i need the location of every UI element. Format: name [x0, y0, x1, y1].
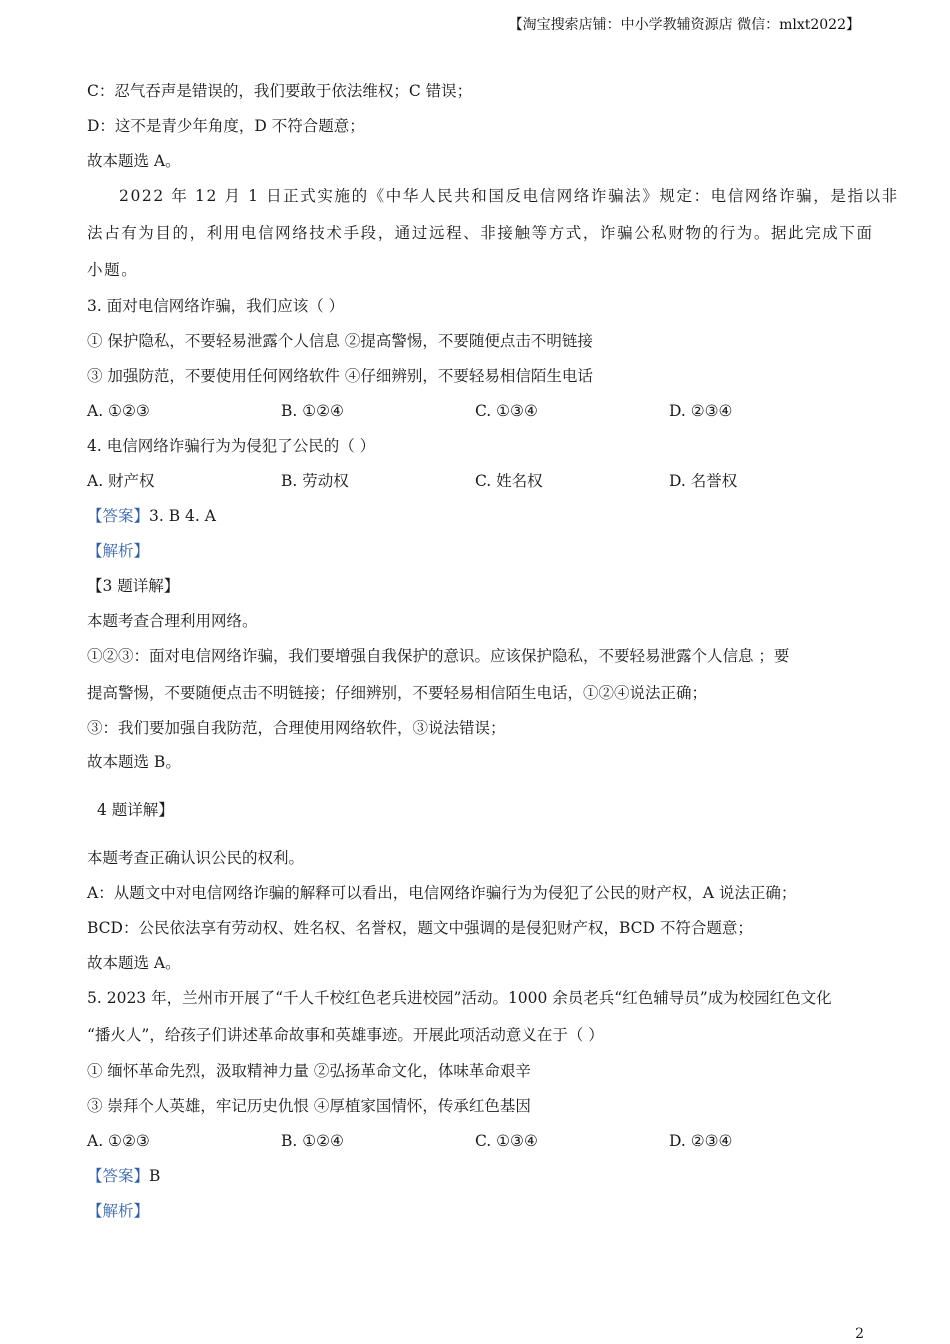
- question-5-option-b: B. ①②④: [281, 1132, 344, 1150]
- passage-line: 小题。: [87, 261, 139, 279]
- question-3-statements: ③ 加强防范，不要使用任何网络软件 ④仔细辨别，不要轻易相信陌生电话: [87, 367, 593, 385]
- question-5-statements: ① 缅怀革命先烈，汲取精神力量 ②弘扬革命文化，体味革命艰辛: [87, 1062, 531, 1080]
- text-line: C：忍气吞声是错误的，我们要敢于依法维权；C 错误；: [87, 82, 473, 100]
- question-4-stem: 4. 电信网络诈骗行为为侵犯了公民的（ ）: [87, 437, 376, 455]
- page-header-watermark: 【淘宝搜索店铺：中小学教辅资源店 微信：mlxt2022】: [508, 17, 860, 33]
- question-5-statements: ③ 崇拜个人英雄，牢记历史仇恨 ④厚植家国情怀，传承红色基因: [87, 1097, 531, 1115]
- text-line: 故本题选 A。: [87, 152, 181, 170]
- detail-4-title: 4 题详解】: [97, 801, 174, 819]
- detail-3-text: ③：我们要加强自我防范，合理使用网络软件，③说法错误；: [87, 719, 506, 737]
- answer-text: 3. B 4. A: [149, 507, 216, 525]
- answer-text: B: [149, 1167, 161, 1185]
- detail-3-title: 【3 题详解】: [87, 577, 180, 595]
- answer-tag: 【答案】: [87, 507, 150, 525]
- detail-4-text: A：从题文中对电信网络诈骗的解释可以看出，电信网络诈骗行为为侵犯了公民的财产权，A 说法正确；: [87, 884, 797, 902]
- question-3-statements: ① 保护隐私，不要轻易泄露个人信息 ②提高警惕，不要随便点击不明链接: [87, 332, 593, 350]
- passage-line: 2022 年 12 月 1 日正式实施的《中华人民共和国反电信网络诈骗法》规定：电信网络诈骗，是指以非: [119, 187, 899, 205]
- analysis-tag: 【解析】: [87, 542, 150, 560]
- detail-4-text: 本题考查正确认识公民的权利。: [87, 849, 305, 867]
- question-3-option-d: D. ②③④: [669, 402, 733, 420]
- question-5-option-c: C. ①③④: [475, 1132, 538, 1150]
- detail-3-text: 本题考查合理利用网络。: [87, 612, 258, 630]
- analysis-tag: 【解析】: [87, 1202, 150, 1220]
- detail-4-text: BCD：公民依法享有劳动权、姓名权、名誉权，题文中强调的是侵犯财产权，BCD 不符合题意；: [87, 919, 753, 937]
- answer-line: [87, 506, 216, 526]
- page-number: 2: [855, 1326, 864, 1342]
- question-4-option-c: C. 姓名权: [475, 472, 543, 490]
- question-4-option-a: A. 财产权: [87, 472, 155, 490]
- question-3-option-b: B. ①②④: [281, 402, 344, 420]
- question-5-option-d: D. ②③④: [669, 1132, 733, 1150]
- answer-tag: 【答案】: [87, 1167, 150, 1185]
- question-3-stem: 3. 面对电信网络诈骗，我们应该（ ）: [87, 297, 345, 315]
- text-line: D：这不是青少年角度，D 不符合题意；: [87, 117, 365, 135]
- question-3-option-c: C. ①③④: [475, 402, 538, 420]
- question-5-stem: 5. 2023 年，兰州市开展了“千人千校红色老兵进校园”活动。1000 余员老兵“红色辅导员”成为校园红色文化: [87, 989, 832, 1007]
- detail-3-text: 提高警惕，不要随便点击不明链接；仔细辨别，不要轻易相信陌生电话，①②④说法正确；: [87, 684, 708, 702]
- passage-line: 法占有为目的，利用电信网络技术手段，通过远程、非接触等方式，诈骗公私财物的行为。据此完成下面: [87, 224, 874, 242]
- question-3-option-a: A. ①②③: [87, 402, 150, 420]
- question-5-option-a: A. ①②③: [87, 1132, 150, 1150]
- detail-3-text: ①②③：面对电信网络诈骗，我们要增强自我保护的意识。应该保护隐私，不要轻易泄露个人信息 ；要: [87, 647, 790, 665]
- answer-line: [87, 1166, 160, 1186]
- question-4-option-d: D. 名誉权: [669, 472, 738, 490]
- question-5-stem: “播火人”，给孩子们讲述革命故事和英雄事迹。开展此项活动意义在于（ ）: [87, 1026, 604, 1044]
- detail-3-text: 故本题选 B。: [87, 753, 181, 771]
- question-4-option-b: B. 劳动权: [281, 472, 349, 490]
- detail-4-text: 故本题选 A。: [87, 954, 181, 972]
